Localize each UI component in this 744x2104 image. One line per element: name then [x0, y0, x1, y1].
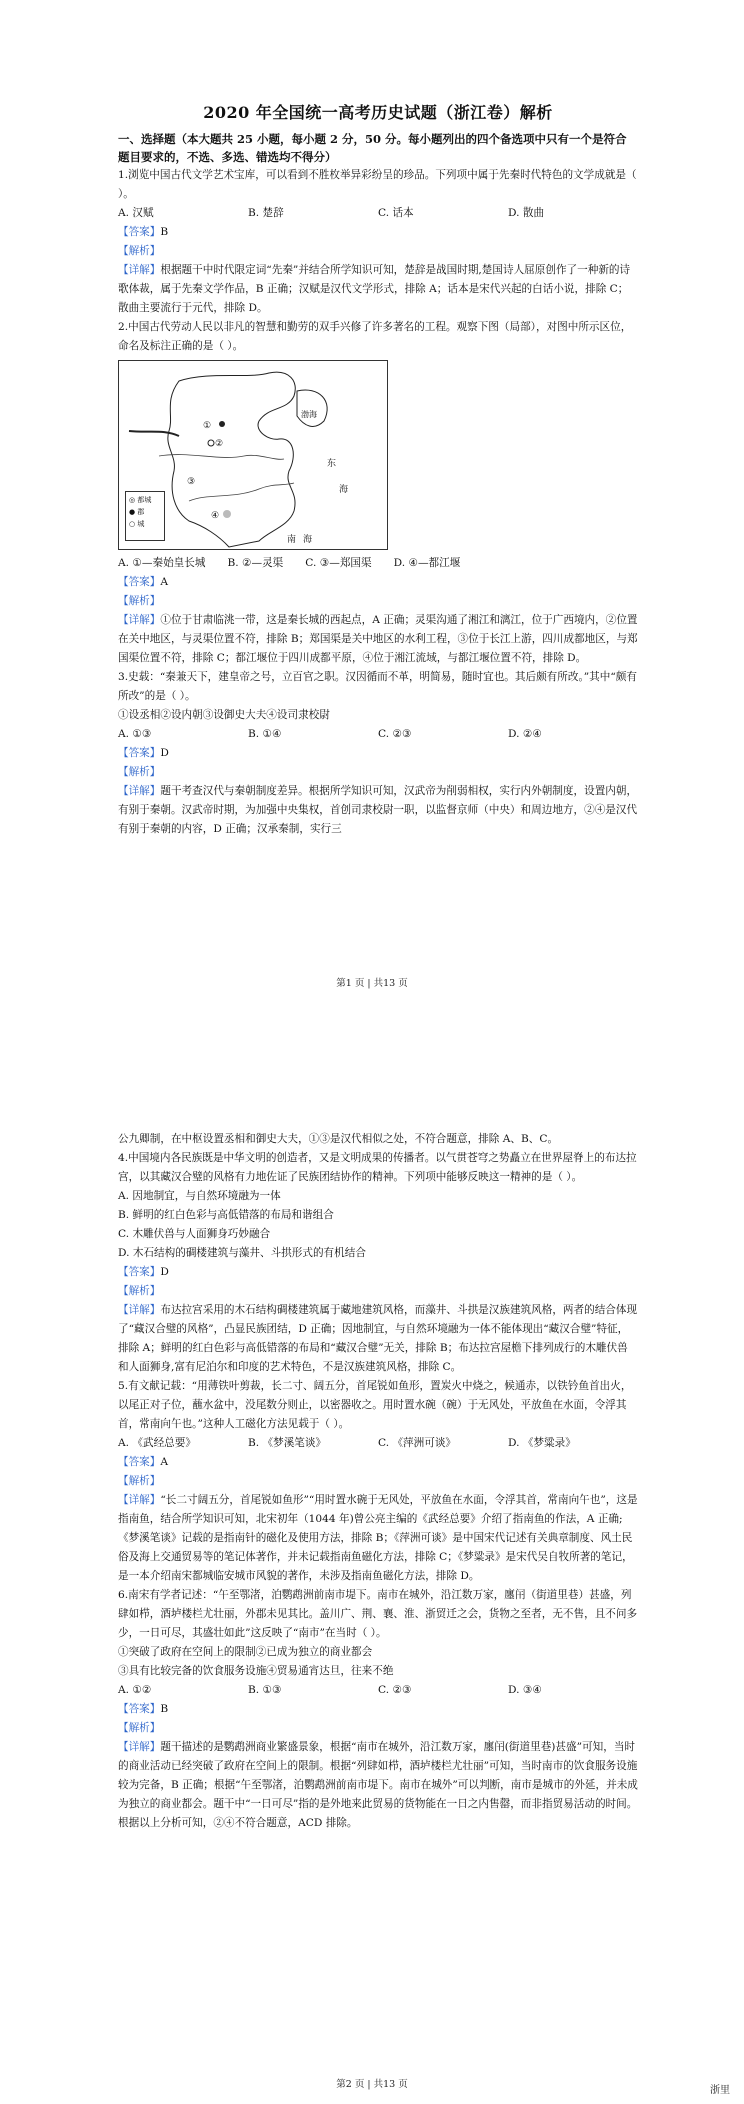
page-footer: 第1 页 | 共13 页	[336, 978, 408, 989]
page-footer: 第2 页 | 共13 页	[336, 2079, 408, 2090]
q6-options	[118, 1681, 638, 1700]
option: B. 鲜明的红白色彩与高低错落的布局和谐组合	[118, 1209, 334, 1221]
map-label: ③	[187, 477, 196, 487]
page-title: 2020 年全国统一高考历史试题（浙江卷）解析	[203, 103, 553, 122]
answer-tag: 【答案】	[118, 1266, 161, 1278]
detail-text: 题干描述的是鹦鹉洲商业繁盛景象，根据“南市在城外，沿江数万家，廛闬(街道里巷)甚盛”可知，当时的商业活动已经突破了政府在空间上的限制。根据“列肆如栉，酒垆楼栏尤壮丽”可知，当时南市的饮食服务设施较为完备，B 正确；根据“午至鄂渚，泊鹦鹉洲前南市堤下。南市在城外”可以判断，南市是城市的外延，并未成为独立的商业都会。题干中“一日可尽”指的是外地来此贸易的货物能在一日之内售罄，而非指贸易活动的时间。根据以上分析可知，②④不符合题意，ACD 排除。	[118, 1741, 638, 1829]
detail-text: “长二寸阔五分，首尾锐如鱼形”“用时置水碗于无风处，平放鱼在水面，令浮其首，常南向午也”，这是指南鱼，结合所学知识可知，北宋初年（1044 年)曾公亮主编的《武经总要》介绍了指南鱼的作法，A 正确;《梦溪笔谈》记载的是指南针的磁化及使用方法，排除 B；《萍洲可谈》是中国宋代记述有关典章制度、风土民俗及海上交通贸易等的笔记体著作，并未记载指南鱼磁化方法，排除 C；《梦粱录》是宋代吴自牧所著的笔记，是一本介绍南宋都城临安城市风貌的著作，未涉及指南鱼磁化方法，排除 D。	[118, 1494, 638, 1582]
map-label: 海	[303, 535, 313, 545]
q4-detail	[118, 1301, 638, 1377]
q2-options	[118, 554, 638, 573]
option: B. ①④	[248, 728, 282, 740]
page-1	[0, 0, 744, 1010]
option: D. ④—都江堰	[393, 557, 461, 569]
q4-stem: 4.中国境内各民族既是中华文明的创造者，又是文明成果的传播者。以气贯苍穹之势矗立在世界屋脊上的布达拉宫，以其藏汉合璧的风格有力地佐证了民族团结协作的精神。下列项中能够反映这一精神的是（ ）。	[118, 1152, 637, 1183]
option: B. ①③	[248, 1684, 282, 1696]
detail-tag: 【详解】	[118, 264, 161, 276]
q1-detail	[118, 261, 638, 318]
option: A. ①—秦始皇长城	[118, 557, 206, 569]
map-legend	[125, 491, 165, 541]
map-label: 海	[339, 485, 349, 495]
option: A. ①②	[118, 1684, 152, 1696]
detail-tag: 【详解】	[118, 785, 161, 797]
detail-text: 题干考查汉代与秦朝制度差异。根据所学知识可知，汉武帝为削弱相权，实行内外朝制度，设置内朝，有别于秦朝。汉武帝时期，为加强中央集权，首创司隶校尉一职，以监督京师（中央）和周边地方，②④是汉代有别于秦朝的内容，D 正确；汉承秦制，实行三	[118, 785, 638, 835]
q2-stem: 2.中国古代劳动人民以非凡的智慧和勤劳的双手兴修了许多著名的工程。观察下图（局部），对图中所示区位，命名及标注正确的是（ ）。	[118, 321, 632, 352]
answer-value: A	[160, 576, 169, 588]
option: B. 楚辞	[248, 207, 284, 219]
q1-answer	[118, 223, 638, 242]
option: A. 因地制宜，与自然环境融为一体	[118, 1190, 281, 1202]
q6-analysis-tag: 【解析】	[118, 1722, 161, 1734]
page-2-content	[118, 1130, 638, 1833]
option: A. ①③	[118, 728, 152, 740]
option: A. 汉赋	[118, 207, 154, 219]
map-label: 南	[287, 535, 297, 545]
q1-stem: 1.浏览中国古代文学艺术宝库，可以看到不胜枚举异彩纷呈的珍品。下列项中属于先秦时代特色的文学成就是（ ）。	[118, 169, 637, 200]
option: C. ②③	[378, 728, 412, 740]
answer-value: B	[160, 226, 169, 238]
answer-tag: 【答案】	[118, 1456, 161, 1468]
option: D. 木石结构的碉楼建筑与藻井、斗拱形式的有机结合	[118, 1247, 366, 1259]
q5-options	[118, 1434, 638, 1453]
map-label: 东	[327, 459, 337, 469]
q2-map	[118, 360, 388, 550]
map-label: ①	[203, 421, 212, 431]
q3-options	[118, 725, 638, 744]
q5-detail	[118, 1491, 638, 1586]
q2-answer	[118, 573, 638, 592]
q4-answer	[118, 1263, 638, 1282]
option: D. 散曲	[508, 207, 545, 219]
page-1-content	[118, 0, 638, 839]
detail-text: ①位于甘肃临洮一带，这是秦长城的西起点，A 正确；灵渠沟通了湘江和漓江，位于广西境内，②位置在关中地区，与灵渠位置不符，排除 B；郑国渠是关中地区的水利工程，③位于长江上游，四川成都地区，与郑国渠位置不符，排除 C；都江堰位于四川成都平原，④位于湘江流域，与都江堰位置不符，排除 D。	[118, 614, 638, 664]
detail-tag: 【详解】	[118, 1741, 161, 1753]
detail-text: 根据题干中时代限定词“先秦”并结合所学知识可知，楚辞是战国时期,楚国诗人屈原创作了一种新的诗歌体裁，属于先秦文学作品，B 正确；汉赋是汉代文学形式，排除 A；话本是宋代兴起的白话小说，排除 C；散曲主要流行于元代，排除 D。	[118, 264, 631, 314]
q1-options	[118, 204, 638, 223]
q3-detail-cont: 公九卿制，在中枢设置丞相和御史大夫，①③是汉代相似之处，不符合题意，排除 A、B、C。	[118, 1133, 559, 1145]
option: C. 《萍洲可谈》	[378, 1437, 457, 1449]
option: C. 木雕伏兽与人面狮身巧妙融合	[118, 1228, 271, 1240]
q3-answer	[118, 744, 638, 763]
q6-stem: 6.南宋有学者记述：“午至鄂渚，泊鹦鹉洲前南市堤下。南市在城外，沿江数万家，廛闬（街道里巷）甚盛，列肆如栉，酒垆楼栏尤壮丽，外郡未见其比。盖川广、荆、襄、淮、浙贸迁之会，货物之至者，无不售，且不问多少，一日可尽，其盛壮如此”这反映了“南市”在当时（ ）。	[118, 1589, 638, 1639]
q3-detail	[118, 782, 638, 839]
detail-tag: 【详解】	[118, 614, 161, 626]
option: A. 《武经总要》	[118, 1437, 196, 1449]
legend-item: ○ 城	[129, 520, 145, 528]
q2-analysis-tag: 【解析】	[118, 595, 161, 607]
detail-tag: 【详解】	[118, 1494, 161, 1506]
option: D. 《梦粱录》	[508, 1437, 576, 1449]
option: B. 《梦溪笔谈》	[248, 1437, 327, 1449]
option: C. ③—郑国渠	[305, 557, 372, 569]
q6-detail	[118, 1738, 638, 1833]
detail-tag: 【详解】	[118, 1304, 161, 1316]
q4-analysis-tag: 【解析】	[118, 1285, 161, 1297]
q3-analysis-tag: 【解析】	[118, 766, 161, 778]
answer-value: D	[160, 747, 169, 759]
q5-stem: 5.有文献记载：“用薄铁叶剪裁，长二寸、阔五分，首尾锐如鱼形，置炭火中烧之，候通赤，以铁钤鱼首出火，以尾正对子位，蘸水盆中，没尾数分则止，以密器收之。用时置水碗（碗）于无风处，平放鱼在水面，令浮其首，常南向午也。”这种人工磁化方法见载于（ ）。	[118, 1380, 632, 1430]
answer-tag: 【答案】	[118, 747, 161, 759]
answer-value: B	[160, 1703, 169, 1715]
q6-answer	[118, 1700, 638, 1719]
map-label: ②	[215, 439, 224, 449]
answer-value: D	[160, 1266, 169, 1278]
option: B. ②—灵渠	[227, 557, 284, 569]
answer-tag: 【答案】	[118, 226, 161, 238]
corner-watermark: 浙里	[710, 2085, 730, 2096]
answer-value: A	[160, 1456, 169, 1468]
q3-stem: 3.史载：“秦兼天下，建皇帝之号，立百官之职。汉因循而不革，明简易，随时宜也。其后颇有所改。”其中“颇有所改”的是（ ）。	[118, 671, 637, 702]
map-label: 渤海	[301, 410, 317, 419]
answer-tag: 【答案】	[118, 576, 161, 588]
q5-analysis-tag: 【解析】	[118, 1475, 161, 1487]
q3-items: ①设丞相②设内朝③设御史大夫④设司隶校尉	[118, 709, 330, 721]
page-2	[0, 1130, 744, 2104]
q5-answer	[118, 1453, 638, 1472]
answer-tag: 【答案】	[118, 1703, 161, 1715]
legend-item: ◎ 都城	[129, 496, 152, 504]
q6-items: ③具有比较完备的饮食服务设施④贸易通宵达旦，往来不绝	[118, 1665, 394, 1677]
q6-items: ①突破了政府在空间上的限制②已成为独立的商业都会	[118, 1646, 373, 1658]
option: C. ②③	[378, 1684, 412, 1696]
q1-analysis-tag: 【解析】	[118, 245, 161, 257]
q2-detail	[118, 611, 638, 668]
legend-item: ● 郡	[129, 508, 145, 516]
option: D. ③④	[508, 1684, 542, 1696]
map-label: ④	[211, 511, 220, 521]
section-heading: 一、选择题（本大题共 25 小题，每小题 2 分，50 分。每小题列出的四个备选项中只有一个是符合题目要求的，不选、多选、错选均不得分）	[118, 132, 627, 164]
detail-text: 布达拉宫采用的木石结构碉楼建筑属于藏地建筑风格，而藻井、斗拱是汉族建筑风格，两者的结合体现了“藏汉合璧的风格”，凸显民族团结，D 正确；因地制宜，与自然环境融为一体不能体现出“藏汉合璧”特征，排除 A；鲜明的红白色彩与高低错落的布局和“藏汉合璧”无关，排除 B；布达拉宫屋檐下排列成行的木雕伏兽和人面狮身,富有尼泊尔和印度的艺术特色，不是汉族建筑风格，排除 C。	[118, 1304, 638, 1373]
option: D. ②④	[508, 728, 542, 740]
option: C. 话本	[378, 207, 414, 219]
